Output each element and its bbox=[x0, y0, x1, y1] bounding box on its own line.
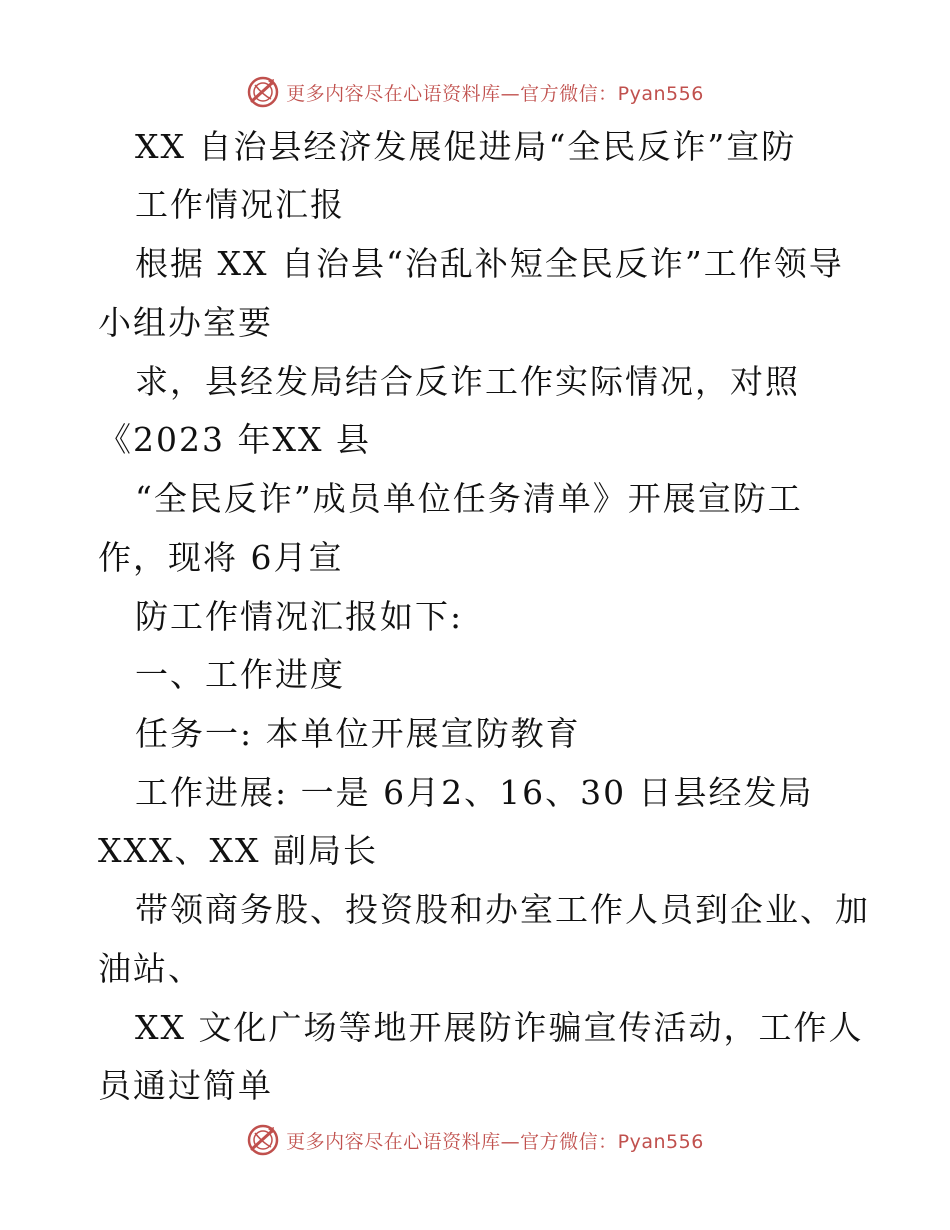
paragraph-line: 《2023 年XX 县 bbox=[98, 420, 371, 459]
paragraph-line: 防工作情况汇报如下: bbox=[135, 597, 464, 636]
watermark-logo-icon bbox=[246, 1123, 280, 1157]
paragraph-line: 根据 XX 自治县“治乱补短全民反诈”工作领导 bbox=[135, 244, 844, 283]
document-title-line-2: 工作情况汇报 bbox=[135, 185, 345, 224]
footer-watermark bbox=[0, 1120, 950, 1160]
document-title-line-1: XX 自治县经济发展促进局“全民反诈”宣防 bbox=[135, 127, 797, 166]
paragraph-line: “全民反诈”成员单位任务清单》开展宣防工 bbox=[135, 479, 803, 518]
task-heading: 任务一: 本单位开展宣防教育 bbox=[135, 714, 581, 753]
watermark-text: 更多内容尽在心语资料库—官方微信：Pyan556 bbox=[286, 1130, 704, 1153]
paragraph-line: 工作进展: 一是 6月2、16、30 日县经发局 bbox=[135, 773, 814, 812]
header-watermark bbox=[0, 72, 950, 112]
paragraph-line: 求，县经发局结合反诈工作实际情况，对照 bbox=[135, 362, 800, 401]
paragraph-line: 员通过简单 bbox=[98, 1066, 273, 1105]
watermark-logo-icon bbox=[246, 75, 280, 109]
paragraph-line: XXX、XX 副局长 bbox=[98, 831, 378, 870]
paragraph-line: 小组办室要 bbox=[98, 303, 273, 342]
paragraph-line: XX 文化广场等地开展防诈骗宣传活动，工作人 bbox=[135, 1008, 864, 1047]
paragraph-line: 油站、 bbox=[98, 949, 203, 988]
paragraph-line: 带领商务股、投资股和办室工作人员到企业、加 bbox=[135, 890, 870, 929]
section-heading: 一、工作进度 bbox=[135, 655, 345, 694]
watermark-text: 更多内容尽在心语资料库—官方微信：Pyan556 bbox=[286, 82, 704, 105]
paragraph-line: 作，现将 6月宣 bbox=[98, 538, 344, 577]
